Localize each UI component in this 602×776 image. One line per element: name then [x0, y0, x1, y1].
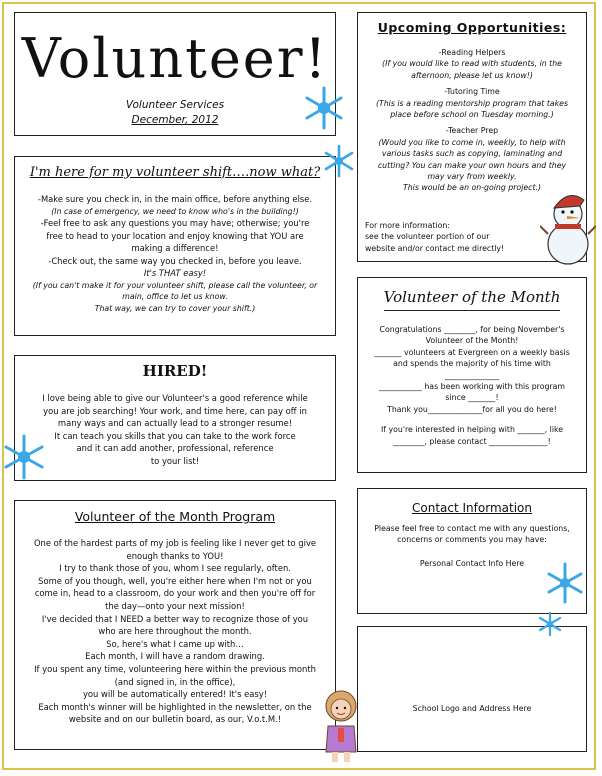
masthead-title: Volunteer!	[21, 27, 329, 90]
opportunity-body: various tasks such as copying, laminating and	[381, 149, 563, 159]
hired-box	[14, 355, 336, 481]
program-line: So, here's what I came up with…	[106, 638, 244, 649]
votm-line: ___________ has been working with this program	[379, 382, 565, 392]
school-text: School Logo and Address Here	[412, 704, 532, 713]
program-box	[14, 500, 336, 750]
contact-line: concerns or comments you may have:	[397, 535, 547, 545]
shift-line: -Feel free to ask any questions you may have; otherwise; you're	[40, 218, 310, 228]
opportunity-body: This would be an on-going project.)	[402, 183, 542, 193]
hired-line: It can teach you skills that you can take to the work force	[54, 430, 296, 441]
more-info-line: website and/or contact me directly!	[365, 243, 505, 253]
more-info-line: For more information:	[365, 221, 450, 230]
opportunity-title: -Teacher Prep	[445, 126, 499, 136]
program-line: enough thanks to YOU!	[126, 550, 224, 561]
opportunity-title: -Reading Helpers	[438, 48, 506, 57]
snowflake-icon	[302, 84, 346, 132]
more-info-line: see the volunteer portion of our	[365, 232, 490, 242]
contact-heading: Contact Information	[412, 501, 532, 515]
girl-illustration	[320, 690, 362, 766]
votm-line: since _______!	[445, 393, 499, 403]
votm-line: Thank you______________for all you do here!	[387, 404, 557, 414]
opportunity-body: place before school on Tuesday morning.)	[390, 110, 554, 120]
shift-line: main, office to let us know.	[122, 292, 228, 302]
program-line: One of the hardest parts of my job is feeling like I never get to give	[33, 538, 317, 548]
hired-line: many ways and can actually lead to a stronger resume!	[57, 418, 293, 429]
hired-heading: HIRED!	[142, 362, 208, 380]
masthead-date: December, 2012	[131, 114, 219, 126]
masthead-box	[14, 12, 336, 136]
shift-line: -Check out, the same way you checked in, before you leave.	[48, 255, 302, 266]
contact-line: Please feel free to contact me with any questions,	[374, 524, 570, 533]
program-line: (and signed in, in the office),	[114, 676, 236, 687]
shift-line: (If you can't make it for your volunteer shift, please call the volunteer, or	[32, 280, 318, 290]
shift-line: That way, we can try to cover your shift.)	[94, 303, 256, 313]
shift-line: It's THAT easy!	[143, 268, 207, 279]
votm-interest-line: ________, please contact _______________!	[393, 436, 551, 446]
shift-line: -Make sure you check in, in the main office, before anything else.	[37, 194, 313, 204]
shift-line: (In case of emergency, we need to know who's in the building!)	[51, 206, 299, 216]
program-line: I try to thank those of you, whom I see regularly, often.	[59, 563, 291, 574]
hired-line: I love being able to give our Volunteer's a good reference while	[42, 393, 308, 403]
shift-box	[14, 156, 336, 336]
hired-line: you are job searching! Your work, and time here, can pay off in	[43, 405, 307, 416]
shift-line: making a difference!	[131, 243, 219, 254]
snowflake-icon	[537, 610, 563, 638]
masthead-dept: Volunteer Services	[125, 99, 225, 111]
votm-line: and spends the majority of his time with	[393, 359, 551, 369]
votm-line: Congratulations ________, for being November's	[379, 325, 565, 334]
program-line: website and on our bulletin board, as our, V.o.t.M.!	[68, 714, 282, 725]
hired-line: to your list!	[150, 455, 200, 466]
program-line: Some of you though, well, you're either here when I'm not or you	[38, 575, 312, 586]
program-line: come in, head to a classroom, do your work and then you're off for	[34, 588, 316, 599]
snowflake-icon	[322, 143, 356, 179]
opportunity-body: (This is a reading mentorship program that takes	[375, 98, 569, 108]
program-line: you will be automatically entered! It's easy!	[82, 689, 268, 700]
votm-heading: Volunteer of the Month	[383, 288, 561, 306]
votm-interest-line: If you're interested in helping with _______, like	[380, 425, 564, 435]
shift-line: free to head to your location and enjoy knowing that YOU are	[46, 230, 304, 241]
hired-line: and it can add another, professional, reference	[76, 443, 274, 454]
opportunity-body: (If you would like to read with students, in the	[382, 59, 562, 69]
program-line: Each month's winner will be highlighted in the newsletter, on the	[38, 701, 312, 712]
opportunity-body: cutting? You can make your own hours and they	[377, 160, 567, 170]
votm-box	[357, 277, 587, 473]
snowflake-icon	[2, 432, 46, 482]
shift-heading: I'm here for my volunteer shift….now what?	[29, 165, 321, 180]
program-line: Each month, I will have a random drawing.	[85, 651, 265, 662]
school-box	[357, 626, 587, 752]
snowflake-icon	[545, 560, 585, 606]
program-line: the day—onto your next mission!	[105, 600, 245, 611]
opportunities-heading: Upcoming Opportunities:	[377, 20, 567, 35]
opportunity-title: -Tutoring Time	[444, 87, 500, 97]
program-line: who are here throughout the month.	[98, 626, 252, 637]
votm-line: Volunteer of the Month!	[425, 336, 519, 346]
opportunity-body: may vary from weekly.	[427, 172, 517, 182]
contact-info: Personal Contact Info Here	[419, 558, 525, 568]
program-line: I've decided that I NEED a better way to recognize those of you	[41, 613, 309, 624]
votm-line: _______ volunteers at Evergreen on a weekly basis	[374, 347, 570, 357]
opportunity-body: afternoon, please let us know!)	[411, 70, 533, 80]
program-heading: Volunteer of the Month Program	[74, 509, 276, 524]
opportunity-body: (Would you like to come in, weekly, to help with	[378, 137, 566, 147]
program-line: If you spent any time, volunteering here within the previous month	[34, 663, 316, 674]
votm-line: ______________	[444, 370, 500, 380]
snowman-icon	[540, 184, 596, 268]
